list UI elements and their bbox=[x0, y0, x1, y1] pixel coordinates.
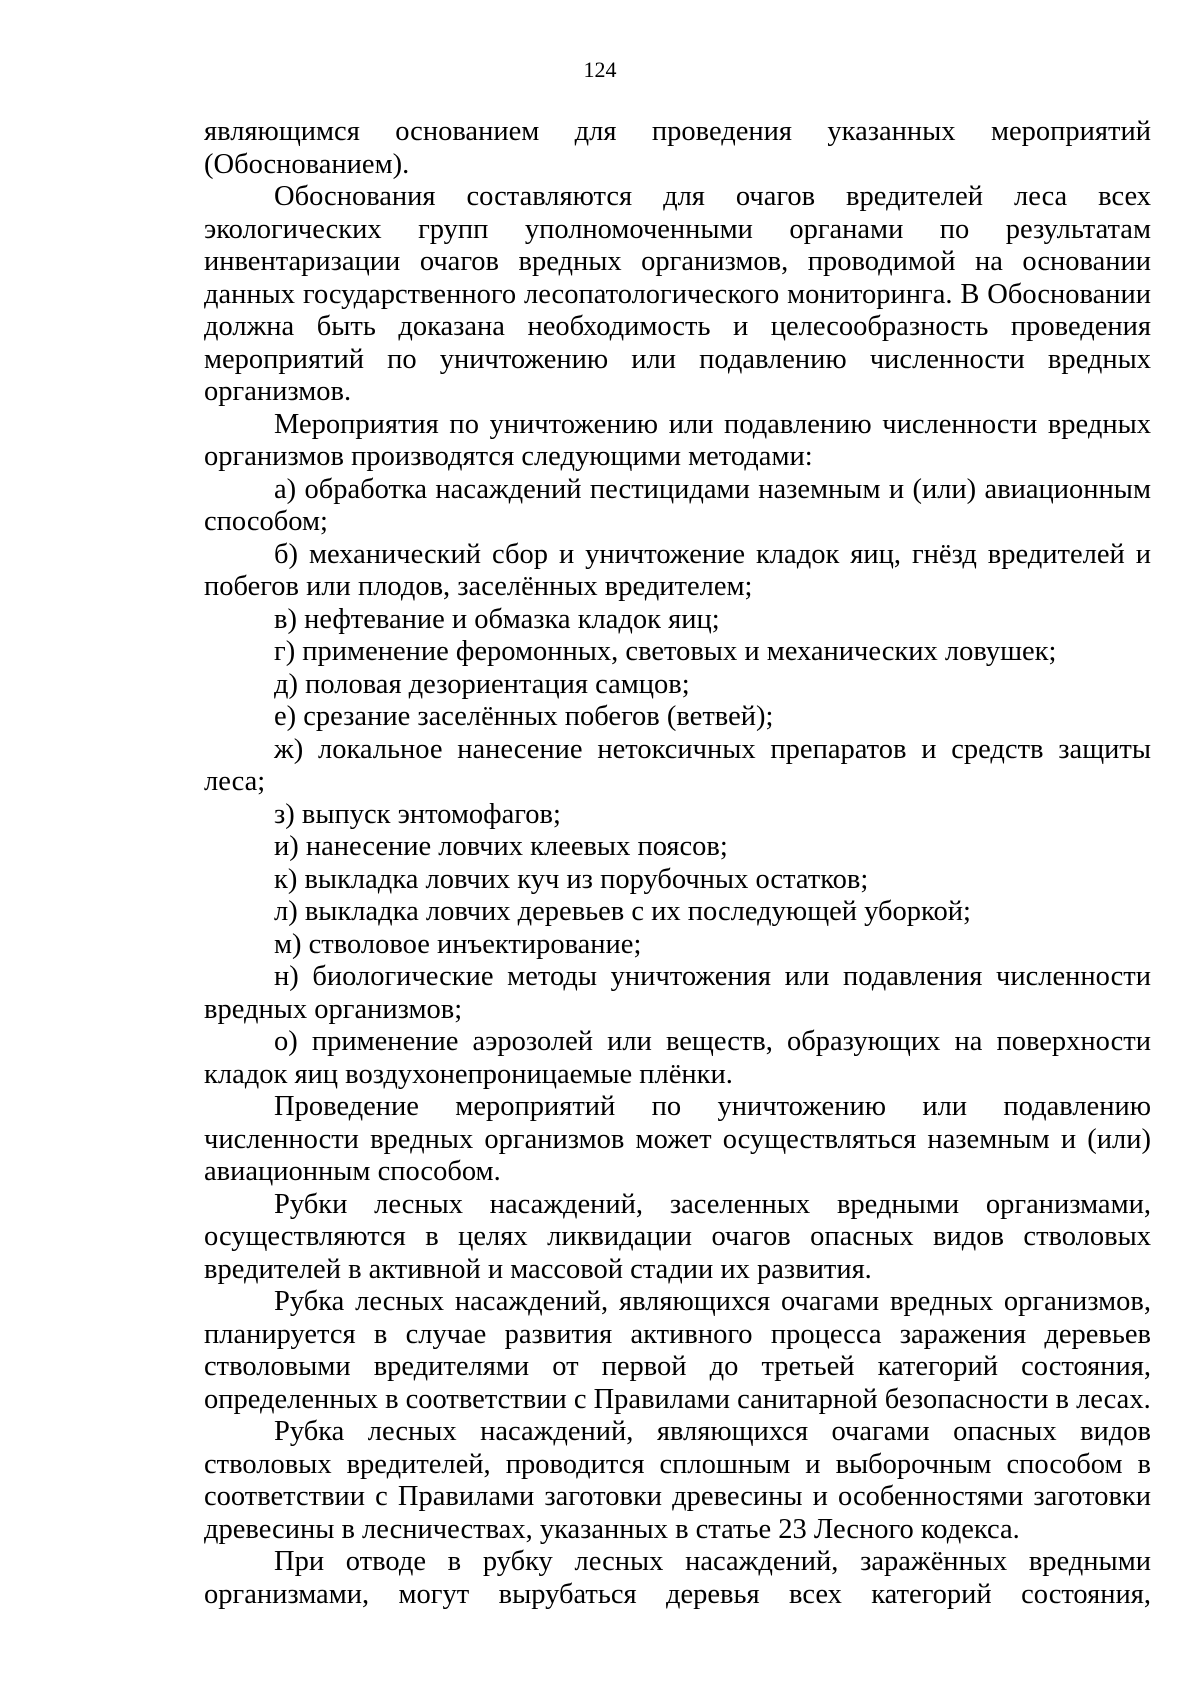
paragraph-continues: При отводе в рубку лесных насаждений, заражённых вредными организмами, могут вырубаться деревья всех категорий состояния, bbox=[204, 1546, 1151, 1610]
page-number: 124 bbox=[583, 57, 617, 82]
document-body bbox=[204, 116, 1151, 1611]
list-item: к) выкладка ловчих куч из порубочных остатков; bbox=[274, 863, 869, 895]
list-item: ж) локальное нанесение нетоксичных препаратов и средств защиты леса; bbox=[204, 733, 1151, 797]
list-item: и) нанесение ловчих клеевых поясов; bbox=[274, 831, 728, 862]
list-item: н) биологические методы уничтожения или подавления численности вредных организмов; bbox=[204, 961, 1151, 1025]
list-item: о) применение аэрозолей или веществ, образующих на поверхности кладок яиц воздухонепроницаемые плёнки. bbox=[204, 1026, 1151, 1090]
list-item: а) обработка насаждений пестицидами наземным и (или) авиационным способом; bbox=[204, 473, 1151, 537]
list-item: в) нефтевание и обмазка кладок яиц; bbox=[274, 603, 720, 635]
list-item: л) выкладка ловчих деревьев с их последующей уборкой; bbox=[274, 896, 971, 927]
list-item: б) механический сбор и уничтожение кладок яиц, гнёзд вредителей и побегов или плодов, заселённых вредителем; bbox=[204, 538, 1151, 602]
list-item: г) применение феромонных, световых и механических ловушек; bbox=[274, 636, 1057, 667]
list-item: з) выпуск энтомофагов; bbox=[274, 798, 561, 830]
list-item: м) стволовое инъектирование; bbox=[274, 928, 642, 960]
list-item: е) срезание заселённых побегов (ветвей); bbox=[274, 701, 774, 732]
paragraph: Обоснования составляются для очагов вредителей леса всех экологических групп уполномоченными органами по результатам инвентаризации очагов вредных организмов, проводимой на основании данных государственного лесопатологического мониторинга. В Обосновании должна быть доказана необходимость и целесообразность проведения мероприятий по уничтожению или подавлению численности вредных организмов. bbox=[204, 181, 1151, 407]
paragraph: являющимся основанием для проведения указанных мероприятий (Обоснованием). bbox=[204, 116, 1151, 180]
paragraph: Мероприятия по уничтожению или подавлению численности вредных организмов производятся следующими методами: bbox=[204, 408, 1151, 472]
paragraph: Рубка лесных насаждений, являющихся очагами вредных организмов, планируется в случае развития активного процесса заражения деревьев стволовыми вредителями от первой до третьей категорий состояния, определенных в соответствии с Правилами санитарной безопасности в лесах. bbox=[204, 1286, 1151, 1415]
list-item: д) половая дезориентация самцов; bbox=[274, 668, 690, 700]
paragraph: Рубка лесных насаждений, являющихся очагами опасных видов стволовых вредителей, проводится сплошным и выборочным способом в соответствии с Правилами заготовки древесины и особенностями заготовки древесины в лесничествах, указанных в статье 23 Лесного кодекса. bbox=[204, 1416, 1151, 1545]
paragraph: Рубки лесных насаждений, заселенных вредными организмами, осуществляются в целях ликвидации очагов опасных видов стволовых вредителей в активной и массовой стадии их развития. bbox=[204, 1188, 1151, 1285]
paragraph: Проведение мероприятий по уничтожению или подавлению численности вредных организмов может осуществляться наземным и (или) авиационным способом. bbox=[204, 1091, 1151, 1187]
